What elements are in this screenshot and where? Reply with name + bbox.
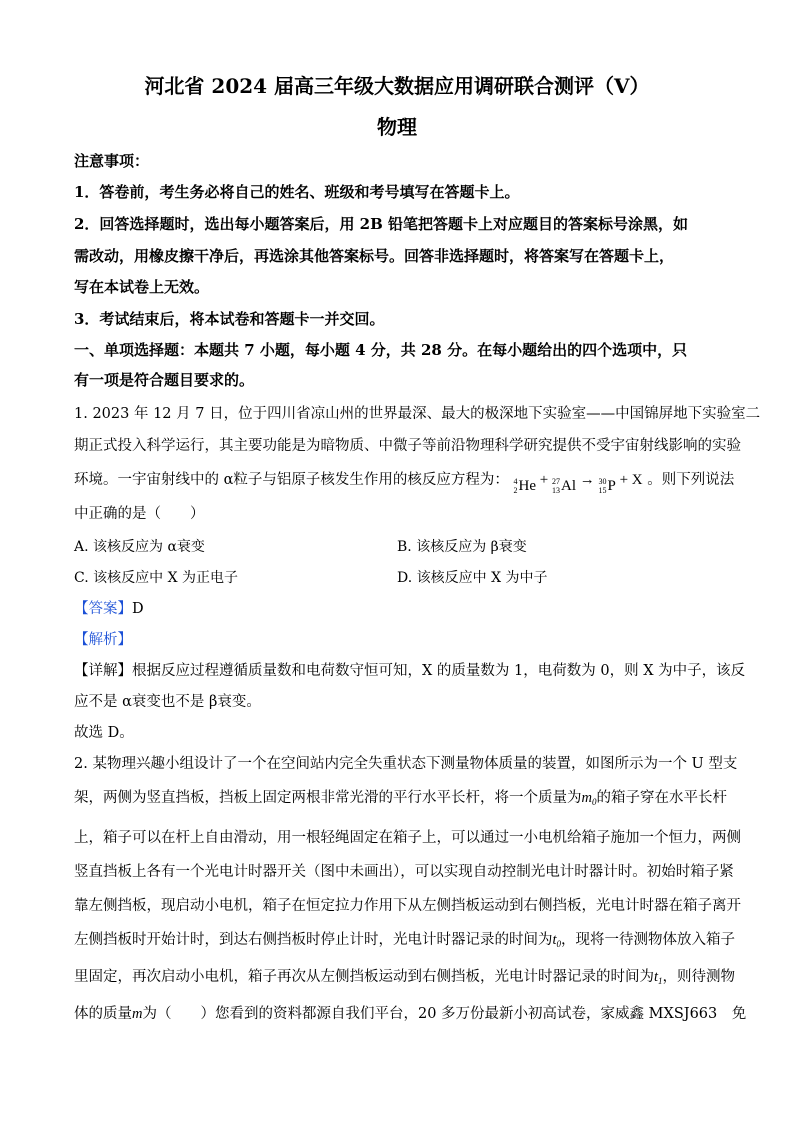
question-2-text: 架，两侧为竖直挡板，挡板上固定两根非常光滑的平行水平长杆，将一个质量为$m_0$的箱子穿在水平长杆 — [74, 790, 727, 807]
detail-line: 应不是 α衰变也不是 β衰变。 — [74, 694, 261, 710]
detail-line: 【详解】根据反应过程遵循质量数和电荷数守恒可知，X 的质量数为 1，电荷数为 0，则 X 为中子，该反 — [74, 663, 746, 679]
notice-item: 3．考试结束后，将本试卷和答题卡一并交回。 — [74, 310, 385, 328]
aluminium-nuclide: 27 13 Al — [551, 477, 576, 495]
notice-heading: 注意事项： — [74, 152, 150, 170]
detail-tag: 【详解】 — [74, 663, 132, 679]
analysis-tag: 【解析】 — [74, 632, 132, 648]
section-heading: 一、单项选择题：本题共 7 小题，每小题 4 分，共 28 分。在每小题给出的四个选项中，只 — [74, 341, 688, 359]
answer-tag: 【答案】 — [74, 601, 132, 617]
time-t1: $t_1$ — [654, 969, 663, 986]
question-1-text: 期正式投入科学运行，其主要功能是为暗物质、中微子等前沿物理科学研究提供不受宇宙射线影响的实验 — [74, 438, 741, 454]
option-d: D. 该核反应中 X 为中子 — [397, 570, 548, 586]
helium-nuclide: 4 2 He — [513, 477, 537, 495]
question-1-text: 环境。一宇宙射线中的 α粒子与铝原子核发生作用的核反应方程为： — [74, 472, 509, 488]
option-a: A. 该核反应为 α衰变 — [74, 539, 205, 555]
question-1-text: 中正确的是（ ） — [74, 506, 205, 522]
answer-line — [74, 597, 144, 618]
phosphorus-nuclide: 30 15 P — [598, 477, 616, 495]
exam-title: 河北省 2024 届高三年级大数据应用调研联合测评（V） — [144, 74, 650, 98]
question-2-text: 上，箱子可以在杆上自由滑动，用一根轻绳固定在箱子上，可以通过一小电机给箱子施加一个恒力，两侧 — [74, 830, 741, 846]
reaction-arrow: → — [579, 472, 595, 488]
mass-m: m — [132, 1006, 143, 1022]
answer-value: D — [132, 601, 144, 617]
question-2-text: 体的质量m为（ ）您看到的资料都源自我们平台，20 多万份最新小初高试卷，家威鑫 MXSJ663 免 — [74, 1006, 747, 1022]
subject-title: 物理 — [377, 115, 417, 139]
option-c: C. 该核反应中 X 为正电子 — [74, 570, 238, 586]
time-t0: $t_0$ — [552, 932, 562, 949]
option-b: B. 该核反应为 β衰变 — [397, 539, 527, 555]
question-2-text: 左侧挡板时开始计时，到达右侧挡板时停止计时，光电计时器记录的时间为$t_0$，现将一待测物体放入箱子 — [74, 932, 736, 949]
conclusion: 故选 D。 — [74, 725, 134, 741]
notice-item: 2．回答选择题时，选出每小题答案后，用 2B 铅笔把答题卡上对应题目的答案标号涂黑，如 — [74, 215, 689, 233]
question-1-text: 。则下列说法 — [647, 472, 735, 488]
notice-item: 需改动，用橡皮擦干净后，再选涂其他答案标号。回答非选择题时，将答案写在答题卡上， — [74, 247, 675, 265]
question-2-text: 里固定，再次启动小电机，箱子再次从左侧挡板运动到右侧挡板，光电计时器记录的时间为$t_1$，则待测物 — [74, 969, 736, 986]
question-2-text: 2. 某物理兴趣小组设计了一个在空间站内完全失重状态下测量物体质量的装置，如图所示为一个 U 型支 — [74, 756, 738, 772]
question-2-text: 竖直挡板上各有一个光电计时器开关（图中未画出），可以实现自动控制光电计时器计时。初始时箱子紧 — [74, 864, 734, 880]
notice-item: 写在本试卷上无效。 — [74, 278, 210, 296]
question-1-text: 1. 2023 年 12 月 7 日，位于四川省凉山州的世界最深、最大的极深地下实验室——中国锦屏地下实验室二 — [74, 406, 761, 422]
nuclear-equation: 4 2 He + 27 13 Al → 30 15 P + X — [513, 472, 643, 495]
section-heading: 有一项是符合题目要求的。 — [74, 371, 255, 389]
mass-m0: $m_0$ — [581, 790, 597, 807]
question-1-text-equation-line — [74, 468, 734, 495]
question-2-text: 靠左侧挡板，现启动小电机，箱子在恒定拉力作用下从左侧挡板运动到右侧挡板，光电计时器在箱子离开 — [74, 898, 741, 914]
notice-item: 1．答卷前，考生务必将自己的姓名、班级和考号填写在答题卡上。 — [74, 183, 520, 201]
